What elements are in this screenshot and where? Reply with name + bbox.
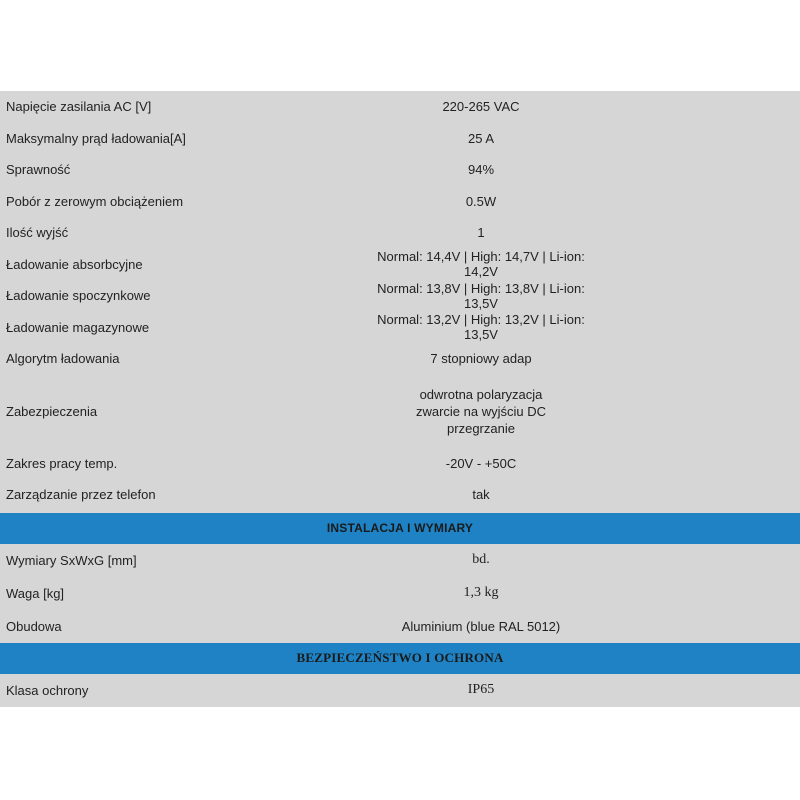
spec-row-efficiency: [0, 154, 800, 186]
spec-value: [360, 386, 800, 437]
spec-label: Ilość wyjść: [6, 225, 69, 241]
spec-label: Zabezpieczenia: [6, 403, 98, 419]
spec-label: Ładowanie absorbcyjne: [6, 256, 143, 272]
spec-value: Normal: 13,2V | High: 13,2V | Li-ion: 13,5V: [377, 312, 585, 343]
section-header-installation: INSTALACJA I WYMIARY: [0, 513, 800, 544]
protection-item: przegrzanie: [447, 420, 515, 436]
spec-label: Algorytm ładowania: [6, 351, 120, 367]
spec-value: Normal: 13,8V | High: 13,8V | Li-ion: 13,5V: [377, 280, 585, 311]
spec-row-absorption-charge: [0, 249, 800, 281]
spec-row-outputs: [0, 217, 800, 249]
spec-row-dimensions: [0, 544, 800, 577]
spec-table: [0, 91, 800, 707]
spec-label: Zarządzanie przez telefon: [6, 487, 156, 503]
spec-row-charge-algorithm: [0, 343, 800, 375]
spec-label: Obudowa: [6, 618, 62, 634]
spec-row-phone-control: [0, 479, 800, 511]
spec-label: Wymiary SxWxG [mm]: [6, 552, 137, 568]
spec-label: Ładowanie magazynowe: [6, 319, 150, 335]
spec-value: tak: [472, 487, 490, 503]
spec-value: 94%: [467, 162, 495, 178]
spec-label: Maksymalny prąd ładowania[A]: [6, 130, 186, 146]
spec-value: 1: [477, 225, 485, 241]
spec-row-storage-charge: [0, 312, 800, 344]
spec-label: Pobór z zerowym obciążeniem: [6, 193, 184, 209]
spec-value: Normal: 14,4V | High: 14,7V | Li-ion: 14,2V: [377, 249, 585, 280]
spec-value: 0.5W: [465, 193, 497, 209]
spec-row-no-load-draw: [0, 186, 800, 218]
spec-label: Klasa ochrony: [6, 682, 89, 698]
spec-row-weight: [0, 577, 800, 610]
spec-label: Zakres pracy temp.: [6, 455, 118, 471]
spec-value: IP65: [467, 682, 495, 697]
protection-item: odwrotna polaryzacja: [419, 386, 543, 402]
spec-value: -20V - +50C: [445, 455, 517, 471]
spec-value: bd.: [472, 552, 490, 567]
spec-value: Aluminium (blue RAL 5012): [401, 618, 561, 634]
spec-row-protection-class: [0, 674, 800, 707]
spec-label: Ładowanie spoczynkowe: [6, 288, 151, 304]
spec-value: 1,3 kg: [463, 585, 499, 600]
spec-label: Sprawność: [6, 162, 71, 178]
spec-value: 220-265 VAC: [442, 99, 520, 115]
spec-row-protections: [0, 375, 800, 448]
spec-label: Waga [kg]: [6, 585, 65, 601]
spec-label: Napięcie zasilania AC [V]: [6, 99, 152, 115]
spec-row-max-current: [0, 123, 800, 155]
spec-value: 7 stopniowy adap: [430, 351, 532, 367]
spec-row-ac-voltage: [0, 91, 800, 123]
spec-row-housing: [0, 610, 800, 643]
protection-item: zwarcie na wyjściu DC: [415, 403, 547, 419]
section-header-safety: BEZPIECZEŃSTWO I OCHRONA: [0, 643, 800, 674]
spec-row-float-charge: [0, 280, 800, 312]
spec-value: 25 A: [467, 130, 495, 146]
spec-row-temp-range: [0, 448, 800, 480]
